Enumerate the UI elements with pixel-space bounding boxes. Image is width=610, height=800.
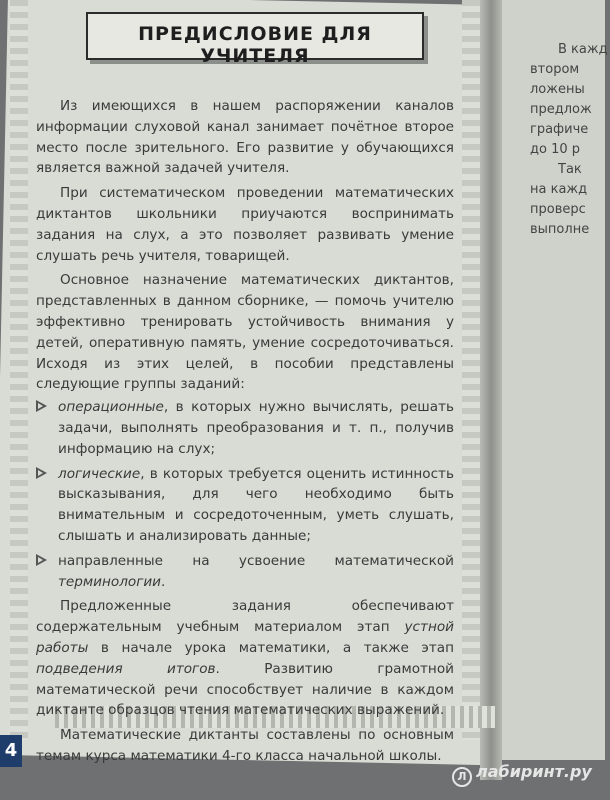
right-line: предлож (530, 102, 592, 117)
left-decorative-stripes (10, 0, 28, 740)
page-title: ПРЕДИСЛОВИЕ ДЛЯ УЧИТЕЛЯ (138, 23, 372, 67)
task-groups-list (36, 397, 454, 592)
right-line: графиче (530, 122, 589, 137)
paragraph-5: Математические диктанты составлены по основным темам курса математики 4-го класса начальной школы. (36, 727, 454, 764)
list-item-term: терминологии (58, 573, 162, 590)
paragraph-2: При систематическом проведении математических диктантов школьники приучаются воспринимать задания на слух, а это позволяет развивать умение слушать речь учителя, товарищей. (36, 185, 454, 264)
right-line: Так (558, 162, 582, 177)
list-item-term: логические (58, 465, 141, 482)
watermark-text: лабиринт.ру (476, 762, 592, 781)
right-line: проверс (530, 202, 586, 217)
list-item (36, 397, 454, 459)
paragraph-4 (36, 596, 454, 721)
title-box (86, 12, 424, 67)
list-item-end: . (161, 573, 166, 590)
paragraph-1: Из имеющихся в нашем распоряжении каналов информации слуховой канал занимает почётное второе место после зрительного. Его развитие у обучающихся является важной задачей учителя. (36, 98, 454, 177)
paragraph-4-text-b: в начале урока математики, а также этап (88, 639, 454, 656)
page-number: 4 (0, 735, 22, 767)
right-page-text (530, 40, 610, 240)
list-item (36, 464, 454, 547)
arrow-bullet-icon (36, 467, 47, 479)
list-item-text: , в которых требуется оценить истинность высказывания, для чего необходимо быть внимательным и сосредоточенным, уметь слушать, слышать и анализировать данные; (58, 465, 454, 544)
list-item (36, 551, 454, 593)
labirint-logo-icon: Л (452, 767, 472, 787)
paragraph-4-em-oral-work: устной работы (36, 619, 454, 656)
list-item-text: , в которых нужно вычислять, решать задачи, выполнять преобразования и т. п., получив информацию на слух; (58, 399, 454, 457)
arrow-bullet-icon (36, 554, 47, 566)
right-decorative-stripes (462, 0, 480, 740)
list-item-text: направленные на усвоение математической (58, 552, 454, 569)
right-line: втором (530, 62, 580, 77)
right-line: выполне (530, 222, 590, 237)
right-line: до 10 р (530, 142, 581, 157)
paragraph-3: Основное назначение математических диктантов, представленных в данном сборнике, — помочь учителю эффективно тренировать устойчивость внимания у детей, оперативную память, умение сосредоточиваться. Исходя из этих целей, в пособии представлены следующие группы заданий: (36, 272, 454, 393)
right-line: на кажд (530, 182, 588, 197)
right-line: В кажд (558, 42, 608, 57)
paragraph-4-text-a: Предложенные задания обеспечивают содержательным учебным материалом этап (36, 598, 454, 636)
page-body (36, 96, 454, 767)
list-item-term: операционные (58, 399, 164, 416)
paragraph-4-em-summary: подведения итогов (36, 660, 216, 677)
watermark (452, 762, 592, 787)
arrow-bullet-icon (36, 400, 47, 412)
paragraph-4-text-c: . Развитию грамотной математической речи способствует наличие в каждом диктанте образцов чтения математических выражений. (36, 660, 454, 719)
right-line: ложены (530, 82, 585, 97)
book-gutter (480, 0, 502, 780)
